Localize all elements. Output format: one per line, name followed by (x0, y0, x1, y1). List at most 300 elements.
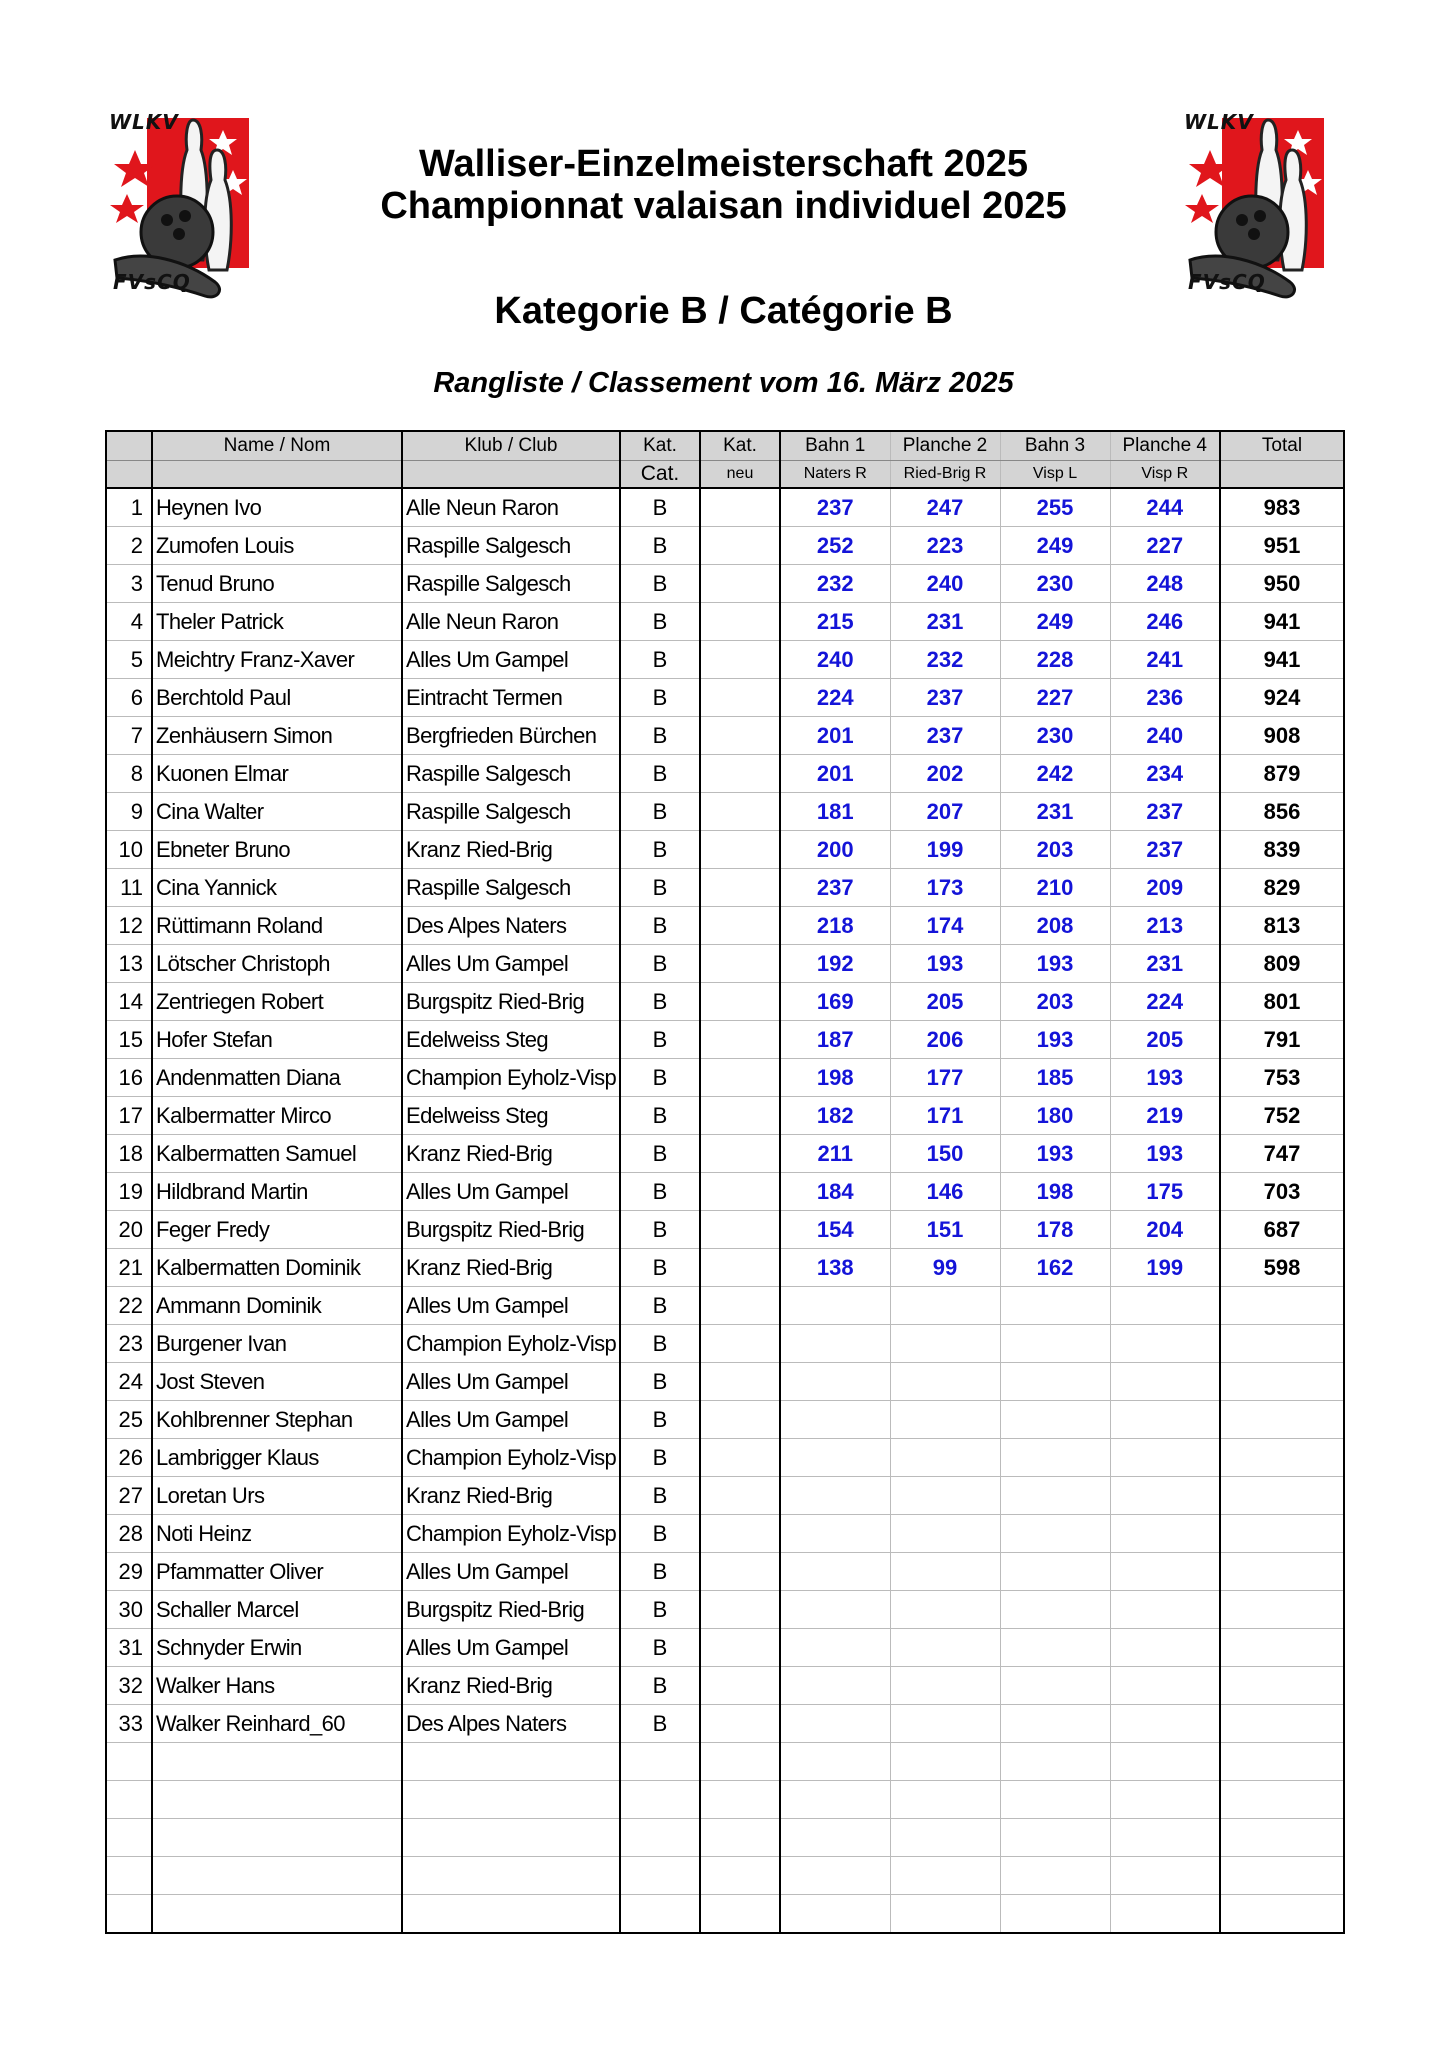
rank-cell: 10 (106, 831, 152, 869)
header-rank (106, 431, 152, 461)
lane2-score (890, 1819, 1000, 1857)
category-cell: B (620, 1629, 700, 1667)
lane1-score: 232 (780, 565, 890, 603)
name-cell: Berchtold Paul (152, 679, 402, 717)
rank-cell: 5 (106, 641, 152, 679)
category-cell: B (620, 1439, 700, 1477)
lane4-score (1110, 1363, 1220, 1401)
header-total: Total (1220, 431, 1344, 461)
lane4-score (1110, 1515, 1220, 1553)
lane1-score: 252 (780, 527, 890, 565)
lane4-score: 237 (1110, 793, 1220, 831)
table-row (106, 1857, 1344, 1895)
lane2-score: 174 (890, 907, 1000, 945)
lane4-score: 204 (1110, 1211, 1220, 1249)
lane3-score (1000, 1287, 1110, 1325)
rank-cell: 21 (106, 1249, 152, 1287)
lane4-score: 246 (1110, 603, 1220, 641)
new-category-cell (700, 527, 780, 565)
lane3-score (1000, 1667, 1110, 1705)
lane3-score: 180 (1000, 1097, 1110, 1135)
category-cell: B (620, 945, 700, 983)
lane3-score: 193 (1000, 945, 1110, 983)
lane4-score: 209 (1110, 869, 1220, 907)
lane1-score (780, 1553, 890, 1591)
lane2-score: 151 (890, 1211, 1000, 1249)
lane3-score (1000, 1515, 1110, 1553)
rank-cell: 22 (106, 1287, 152, 1325)
new-category-cell (700, 1363, 780, 1401)
header-lane3: Bahn 3 (1000, 431, 1110, 461)
lane4-score (1110, 1781, 1220, 1819)
new-category-cell (700, 945, 780, 983)
name-cell: Hildbrand Martin (152, 1173, 402, 1211)
lane1-score (780, 1287, 890, 1325)
lane4-score (1110, 1857, 1220, 1895)
club-cell: Bergfrieden Bürchen (402, 717, 620, 755)
club-cell: Alles Um Gampel (402, 641, 620, 679)
total-score (1220, 1743, 1344, 1781)
club-cell: Alles Um Gampel (402, 1401, 620, 1439)
lane3-score: 230 (1000, 565, 1110, 603)
new-category-cell (700, 1667, 780, 1705)
new-category-cell (700, 603, 780, 641)
table-row (106, 1439, 1344, 1477)
category-cell: B (620, 1097, 700, 1135)
category-cell: B (620, 679, 700, 717)
lane1-score (780, 1667, 890, 1705)
lane4-score: 175 (1110, 1173, 1220, 1211)
name-cell (152, 1743, 402, 1781)
name-cell: Kalbermatten Dominik (152, 1249, 402, 1287)
total-score: 983 (1220, 488, 1344, 527)
lane1-score (780, 1857, 890, 1895)
rank-cell: 16 (106, 1059, 152, 1097)
lane2-score: 237 (890, 717, 1000, 755)
new-category-cell (700, 1477, 780, 1515)
total-score (1220, 1553, 1344, 1591)
header-lane1: Bahn 1 (780, 431, 890, 461)
lane2-score (890, 1477, 1000, 1515)
header-lane4-venue: Visp R (1110, 461, 1220, 489)
lane2-score (890, 1629, 1000, 1667)
name-cell: Zumofen Louis (152, 527, 402, 565)
table-row (106, 565, 1344, 603)
header-kat-neu: Kat. (700, 431, 780, 461)
table-row (106, 1173, 1344, 1211)
total-score (1220, 1439, 1344, 1477)
lane1-score (780, 1363, 890, 1401)
rank-cell: 1 (106, 488, 152, 527)
table-row (106, 1515, 1344, 1553)
lane4-score: 227 (1110, 527, 1220, 565)
lane1-score (780, 1705, 890, 1743)
new-category-cell (700, 1591, 780, 1629)
total-score (1220, 1477, 1344, 1515)
lane1-score (780, 1743, 890, 1781)
club-cell: Burgspitz Ried-Brig (402, 1211, 620, 1249)
total-score: 703 (1220, 1173, 1344, 1211)
table-row (106, 1021, 1344, 1059)
category-cell: B (620, 565, 700, 603)
name-cell: Walker Hans (152, 1667, 402, 1705)
lane1-score: 138 (780, 1249, 890, 1287)
lane1-score: 198 (780, 1059, 890, 1097)
lane2-score: 193 (890, 945, 1000, 983)
lane3-score (1000, 1781, 1110, 1819)
lane1-score: 169 (780, 983, 890, 1021)
club-cell: Alles Um Gampel (402, 1363, 620, 1401)
lane1-score: 237 (780, 488, 890, 527)
new-category-cell (700, 1135, 780, 1173)
lane2-score (890, 1515, 1000, 1553)
lane2-score: 205 (890, 983, 1000, 1021)
total-score: 839 (1220, 831, 1344, 869)
table-row (106, 1287, 1344, 1325)
lane3-score (1000, 1363, 1110, 1401)
header-club-sub (402, 461, 620, 489)
new-category-cell (700, 793, 780, 831)
lane4-score (1110, 1325, 1220, 1363)
lane3-score: 198 (1000, 1173, 1110, 1211)
total-score (1220, 1705, 1344, 1743)
rank-cell: 27 (106, 1477, 152, 1515)
table-header (106, 431, 1344, 488)
name-cell: Lötscher Christoph (152, 945, 402, 983)
name-cell: Loretan Urs (152, 1477, 402, 1515)
total-score: 829 (1220, 869, 1344, 907)
name-cell: Meichtry Franz-Xaver (152, 641, 402, 679)
lane1-score: 192 (780, 945, 890, 983)
rank-cell: 14 (106, 983, 152, 1021)
category-cell: B (620, 1249, 700, 1287)
lane1-score (780, 1591, 890, 1629)
lane2-score (890, 1895, 1000, 1934)
lane2-score: 199 (890, 831, 1000, 869)
club-cell (402, 1819, 620, 1857)
table-row (106, 641, 1344, 679)
lane2-score: 232 (890, 641, 1000, 679)
new-category-cell (700, 1629, 780, 1667)
table-row (106, 831, 1344, 869)
total-score (1220, 1325, 1344, 1363)
new-category-cell (700, 1819, 780, 1857)
club-cell: Raspille Salgesch (402, 869, 620, 907)
lane2-score: 223 (890, 527, 1000, 565)
lane1-score: 201 (780, 755, 890, 793)
new-category-cell (700, 488, 780, 527)
total-score: 598 (1220, 1249, 1344, 1287)
category-cell (620, 1743, 700, 1781)
total-score: 752 (1220, 1097, 1344, 1135)
table-row (106, 1249, 1344, 1287)
lane2-score (890, 1325, 1000, 1363)
lane3-score (1000, 1705, 1110, 1743)
lane3-score (1000, 1819, 1110, 1857)
lane2-score: 247 (890, 488, 1000, 527)
new-category-cell (700, 1249, 780, 1287)
lane1-score: 218 (780, 907, 890, 945)
category-cell: B (620, 793, 700, 831)
lane1-score (780, 1477, 890, 1515)
header-rank-sub (106, 461, 152, 489)
new-category-cell (700, 1743, 780, 1781)
lane2-score (890, 1401, 1000, 1439)
name-cell: Cina Yannick (152, 869, 402, 907)
total-score (1220, 1515, 1344, 1553)
category-cell: B (620, 907, 700, 945)
rank-cell: 19 (106, 1173, 152, 1211)
lane4-score: 193 (1110, 1135, 1220, 1173)
lane3-score (1000, 1629, 1110, 1667)
table-row (106, 983, 1344, 1021)
category-cell (620, 1857, 700, 1895)
lane4-score (1110, 1705, 1220, 1743)
lane1-score: 187 (780, 1021, 890, 1059)
header-kat: Kat. (620, 431, 700, 461)
lane1-score (780, 1515, 890, 1553)
lane3-score: 178 (1000, 1211, 1110, 1249)
rank-cell (106, 1819, 152, 1857)
total-score: 908 (1220, 717, 1344, 755)
new-category-cell (700, 755, 780, 793)
lane3-score: 231 (1000, 793, 1110, 831)
total-score: 924 (1220, 679, 1344, 717)
category-cell: B (620, 1059, 700, 1097)
category-cell: B (620, 1021, 700, 1059)
category-cell: B (620, 1667, 700, 1705)
total-score: 801 (1220, 983, 1344, 1021)
rank-cell: 24 (106, 1363, 152, 1401)
table-row (106, 755, 1344, 793)
club-cell: Raspille Salgesch (402, 565, 620, 603)
new-category-cell (700, 1097, 780, 1135)
lane2-score: 237 (890, 679, 1000, 717)
lane4-score: 231 (1110, 945, 1220, 983)
new-category-cell (700, 1781, 780, 1819)
lane4-score (1110, 1401, 1220, 1439)
rank-cell: 15 (106, 1021, 152, 1059)
lane1-score (780, 1629, 890, 1667)
rank-cell (106, 1743, 152, 1781)
category-cell: B (620, 1591, 700, 1629)
lane4-score: 193 (1110, 1059, 1220, 1097)
table-row (106, 527, 1344, 565)
table-row (106, 1781, 1344, 1819)
name-cell: Hofer Stefan (152, 1021, 402, 1059)
lane4-score: 236 (1110, 679, 1220, 717)
category-cell: B (620, 755, 700, 793)
total-score (1220, 1591, 1344, 1629)
lane4-score (1110, 1439, 1220, 1477)
table-row (106, 1819, 1344, 1857)
table-row (106, 869, 1344, 907)
club-cell: Raspille Salgesch (402, 527, 620, 565)
club-cell: Champion Eyholz-Visp (402, 1325, 620, 1363)
lane1-score: 215 (780, 603, 890, 641)
table-row (106, 1591, 1344, 1629)
lane1-score: 154 (780, 1211, 890, 1249)
category-cell: B (620, 603, 700, 641)
lane2-score (890, 1287, 1000, 1325)
name-cell: Schaller Marcel (152, 1591, 402, 1629)
lane2-score (890, 1781, 1000, 1819)
new-category-cell (700, 1553, 780, 1591)
lane3-score: 249 (1000, 527, 1110, 565)
lane1-score (780, 1401, 890, 1439)
category-cell: B (620, 1287, 700, 1325)
lane2-score: 150 (890, 1135, 1000, 1173)
lane3-score (1000, 1743, 1110, 1781)
header-neu: neu (700, 461, 780, 489)
name-cell: Kohlbrenner Stephan (152, 1401, 402, 1439)
lane1-score: 182 (780, 1097, 890, 1135)
club-cell: Alles Um Gampel (402, 1629, 620, 1667)
club-cell: Des Alpes Naters (402, 1705, 620, 1743)
lane2-score: 99 (890, 1249, 1000, 1287)
new-category-cell (700, 1895, 780, 1934)
total-score (1220, 1857, 1344, 1895)
new-category-cell (700, 641, 780, 679)
category-cell: B (620, 869, 700, 907)
name-cell: Ammann Dominik (152, 1287, 402, 1325)
total-score (1220, 1667, 1344, 1705)
club-cell: Kranz Ried-Brig (402, 1667, 620, 1705)
new-category-cell (700, 1401, 780, 1439)
lane2-score (890, 1553, 1000, 1591)
total-score (1220, 1629, 1344, 1667)
new-category-cell (700, 831, 780, 869)
club-cell: Kranz Ried-Brig (402, 1135, 620, 1173)
category-cell: B (620, 641, 700, 679)
category-cell: B (620, 1477, 700, 1515)
table-row (106, 1401, 1344, 1439)
lane4-score: 241 (1110, 641, 1220, 679)
lane4-score: 213 (1110, 907, 1220, 945)
club-cell: Burgspitz Ried-Brig (402, 1591, 620, 1629)
rank-cell: 23 (106, 1325, 152, 1363)
new-category-cell (700, 1211, 780, 1249)
table-row (106, 1363, 1344, 1401)
lane2-score: 207 (890, 793, 1000, 831)
total-score: 856 (1220, 793, 1344, 831)
rank-cell: 12 (106, 907, 152, 945)
title-french: Championnat valaisan individuel 2025 (380, 185, 1067, 227)
table-row (106, 1211, 1344, 1249)
header-cat: Cat. (620, 461, 700, 489)
rank-cell: 13 (106, 945, 152, 983)
name-cell (152, 1781, 402, 1819)
header-lane3-venue: Visp L (1000, 461, 1110, 489)
lane3-score: 249 (1000, 603, 1110, 641)
lane3-score: 162 (1000, 1249, 1110, 1287)
rank-cell: 3 (106, 565, 152, 603)
new-category-cell (700, 1059, 780, 1097)
table-row (106, 1059, 1344, 1097)
name-cell: Lambrigger Klaus (152, 1439, 402, 1477)
lane2-score (890, 1705, 1000, 1743)
name-cell: Tenud Bruno (152, 565, 402, 603)
table-row (106, 945, 1344, 983)
lane2-score (890, 1857, 1000, 1895)
new-category-cell (700, 1325, 780, 1363)
club-cell: Eintracht Termen (402, 679, 620, 717)
lane1-score (780, 1819, 890, 1857)
name-cell: Rüttimann Roland (152, 907, 402, 945)
lane4-score: 199 (1110, 1249, 1220, 1287)
total-score: 941 (1220, 603, 1344, 641)
rank-cell: 6 (106, 679, 152, 717)
table-row (106, 1895, 1344, 1934)
lane1-score (780, 1895, 890, 1934)
rank-cell: 11 (106, 869, 152, 907)
category-cell: B (620, 527, 700, 565)
name-cell: Jost Steven (152, 1363, 402, 1401)
lane1-score (780, 1439, 890, 1477)
logo-text-top: WLKV (1184, 110, 1254, 134)
table-row (106, 679, 1344, 717)
total-score: 753 (1220, 1059, 1344, 1097)
logo-text-bottom: FVsCQ (113, 270, 191, 294)
lane4-score (1110, 1667, 1220, 1705)
category-cell: B (620, 717, 700, 755)
lane4-score (1110, 1477, 1220, 1515)
table-row (106, 907, 1344, 945)
lane3-score: 203 (1000, 983, 1110, 1021)
lane4-score (1110, 1553, 1220, 1591)
club-cell: Champion Eyholz-Visp (402, 1515, 620, 1553)
new-category-cell (700, 869, 780, 907)
header-lane2-venue: Ried-Brig R (890, 461, 1000, 489)
category-cell: B (620, 1363, 700, 1401)
table-row (106, 717, 1344, 755)
table-row (106, 1135, 1344, 1173)
name-cell: Andenmatten Diana (152, 1059, 402, 1097)
club-cell: Alles Um Gampel (402, 1173, 620, 1211)
lane4-score: 234 (1110, 755, 1220, 793)
lane3-score (1000, 1591, 1110, 1629)
club-cell: Edelweiss Steg (402, 1097, 620, 1135)
table-row (106, 1553, 1344, 1591)
name-cell: Feger Fredy (152, 1211, 402, 1249)
total-score: 879 (1220, 755, 1344, 793)
lane4-score (1110, 1629, 1220, 1667)
lane4-score: 219 (1110, 1097, 1220, 1135)
rank-cell: 20 (106, 1211, 152, 1249)
name-cell: Kuonen Elmar (152, 755, 402, 793)
name-cell (152, 1895, 402, 1934)
category-cell: B (620, 488, 700, 527)
lane4-score (1110, 1743, 1220, 1781)
new-category-cell (700, 1021, 780, 1059)
category-cell: B (620, 1211, 700, 1249)
table-body (106, 488, 1344, 1933)
logo-text-bottom: FVsCQ (1188, 270, 1266, 294)
club-cell (402, 1857, 620, 1895)
lane3-score: 193 (1000, 1135, 1110, 1173)
category-cell: B (620, 1515, 700, 1553)
table-row (106, 793, 1344, 831)
lane2-score: 146 (890, 1173, 1000, 1211)
lane3-score: 193 (1000, 1021, 1110, 1059)
lane4-score (1110, 1591, 1220, 1629)
category-cell: B (620, 1553, 700, 1591)
name-cell: Heynen Ivo (152, 488, 402, 527)
club-cell: Alles Um Gampel (402, 945, 620, 983)
new-category-cell (700, 983, 780, 1021)
name-cell: Walker Reinhard_60 (152, 1705, 402, 1743)
name-cell: Burgener Ivan (152, 1325, 402, 1363)
